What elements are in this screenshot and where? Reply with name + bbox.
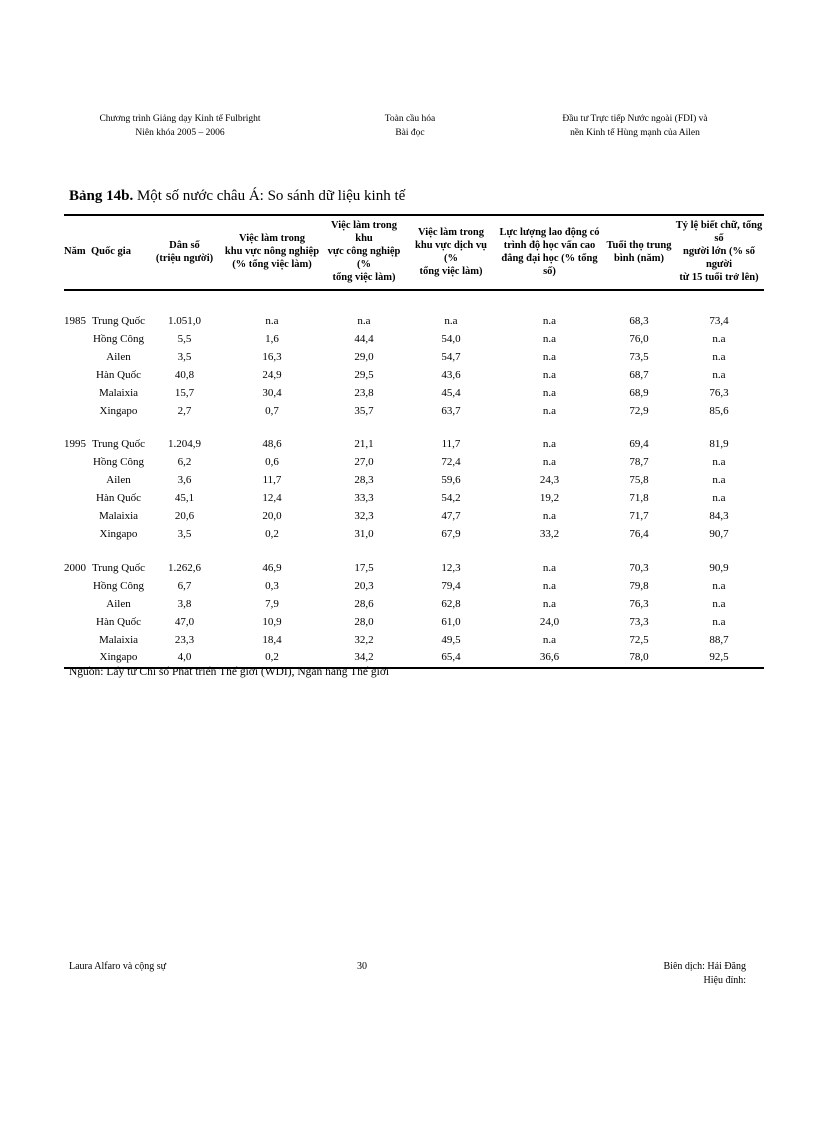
header-middle — [355, 112, 465, 140]
data-table — [64, 214, 764, 669]
literacy-cell: 76,3 — [709, 386, 729, 399]
country-cell: Xingapo — [91, 649, 146, 668]
educated-labor-cell: 36,6 — [495, 649, 604, 668]
population-cell: 1.051,0 — [168, 315, 201, 327]
educated-labor-cell: n.a — [542, 633, 557, 646]
population-cell: 45,1 — [174, 492, 195, 505]
country-cell: Malaixia — [98, 633, 139, 646]
col-year: Năm — [64, 215, 91, 290]
country-cell: Malaixia — [98, 510, 139, 523]
col-educated-labor: Lực lượng lao động có trình độ học vấn cao đẳng đại học (% tổng số) — [495, 215, 604, 290]
literacy-cell: 84,3 — [709, 510, 729, 523]
literacy-cell: 90,9 — [709, 561, 729, 574]
educated-labor-cell: n.a — [542, 386, 557, 399]
year-cell: 1985 — [64, 315, 86, 327]
country-cell: Trung Quốc — [91, 438, 146, 451]
educated-labor-cell: 24,0 — [539, 615, 560, 628]
year-cell — [64, 490, 91, 508]
header-topic: Toàn cầu hóa — [384, 114, 436, 124]
agriculture-cell: 20,0 — [262, 510, 282, 523]
table-row — [64, 385, 764, 403]
population-cell: 1.262,6 — [168, 561, 201, 574]
year-cell — [64, 526, 91, 544]
header-program: Chương trình Giảng dạy Kinh tế Fulbright — [99, 114, 261, 124]
population-cell: 20,6 — [174, 510, 195, 523]
services-cell: 12,3 — [441, 561, 461, 574]
services-cell: 67,9 — [441, 527, 461, 540]
col-country: Quốc gia — [91, 215, 146, 290]
literacy-cell: 85,6 — [709, 404, 729, 417]
population-cell: 3,6 — [177, 474, 192, 487]
agriculture-cell: 7,9 — [265, 597, 279, 610]
country-cell: Hàn Quốc — [96, 368, 141, 381]
educated-labor-cell: n.a — [542, 456, 557, 469]
population-cell: 3,5 — [177, 527, 192, 540]
population-cell: 3,8 — [177, 597, 192, 610]
year-cell: 1995 — [64, 438, 86, 451]
literacy-cell: 81,9 — [709, 438, 729, 451]
header-year: Niên khóa 2005 – 2006 — [135, 128, 225, 138]
table-row — [64, 472, 764, 490]
agriculture-cell: 30,4 — [262, 386, 282, 399]
col-agriculture: Việc làm trong khu vực nông nghiệp (% tổng việc làm) — [223, 215, 321, 290]
footer-editor: Hiệu đính: — [703, 975, 746, 986]
industry-cell: 28,0 — [354, 615, 374, 628]
industry-cell: 31,0 — [354, 527, 374, 540]
agriculture-cell: 0,2 — [265, 527, 279, 540]
services-cell: 54,0 — [441, 332, 461, 345]
table-row — [64, 614, 764, 632]
industry-cell: 20,3 — [354, 579, 374, 592]
life-expectancy-cell: 75,8 — [629, 474, 649, 487]
country-cell: Ailen — [106, 597, 131, 610]
year-cell — [64, 578, 91, 596]
year-cell — [64, 614, 91, 632]
agriculture-cell: 1,6 — [265, 332, 279, 345]
population-cell: 6,7 — [177, 579, 192, 592]
educated-labor-cell: 24,3 — [539, 474, 560, 487]
col-life-expectancy: Tuổi thọ trung bình (năm) — [604, 215, 674, 290]
col-literacy: Tỷ lệ biết chữ, tổng số người lớn (% số người từ 15 tuổi trở lên) — [674, 215, 764, 290]
life-expectancy-cell: 73,5 — [629, 350, 649, 363]
life-expectancy-cell: 78,0 — [604, 649, 674, 668]
literacy-cell: n.a — [712, 492, 726, 505]
life-expectancy-cell: 73,3 — [629, 615, 649, 628]
life-expectancy-cell: 76,4 — [629, 527, 649, 540]
literacy-cell: n.a — [712, 456, 726, 469]
year-cell: 2000 — [64, 561, 86, 574]
life-expectancy-cell: 69,4 — [629, 438, 649, 451]
country-cell: Trung Quốc — [91, 315, 146, 327]
table-title-label: Bảng 14b. — [69, 188, 134, 204]
life-expectancy-cell: 72,5 — [629, 633, 649, 646]
services-cell: 72,4 — [441, 456, 461, 469]
life-expectancy-cell: 70,3 — [629, 561, 649, 574]
industry-cell: 29,5 — [354, 368, 374, 381]
educated-labor-cell: n.a — [542, 350, 557, 363]
header-left — [80, 112, 280, 140]
country-cell: Hồng Công — [92, 456, 145, 469]
country-cell: Ailen — [106, 474, 131, 487]
source-note: Nguồn: Lấy từ Chỉ số Phát triển Thế giới (WDI), Ngân hàng Thế giới — [69, 666, 390, 678]
agriculture-cell: 0,3 — [265, 579, 279, 592]
country-cell: Xingapo — [99, 527, 138, 540]
life-expectancy-cell: 76,3 — [629, 597, 649, 610]
table-row — [64, 313, 764, 331]
educated-labor-cell: n.a — [542, 404, 557, 417]
services-cell: 65,4 — [407, 649, 495, 668]
group-spacer — [64, 544, 764, 560]
life-expectancy-cell: 72,9 — [629, 404, 649, 417]
year-cell — [64, 508, 91, 526]
industry-cell: 17,5 — [354, 561, 374, 574]
table-body — [64, 290, 764, 668]
industry-cell: 27,0 — [354, 456, 374, 469]
industry-cell: n.a — [357, 315, 371, 327]
footer-translator: Biên dịch: Hải Đăng — [663, 961, 746, 972]
literacy-cell: n.a — [712, 332, 726, 345]
agriculture-cell: 0,6 — [265, 456, 279, 469]
educated-labor-cell: n.a — [542, 332, 557, 345]
services-cell: 59,6 — [441, 474, 461, 487]
life-expectancy-cell: 71,8 — [629, 492, 649, 505]
table-row — [64, 526, 764, 544]
life-expectancy-cell: 68,9 — [629, 386, 649, 399]
life-expectancy-cell: 78,7 — [629, 456, 649, 469]
country-cell: Hàn Quốc — [96, 492, 141, 505]
footer-author: Laura Alfaro và cộng sự — [69, 961, 167, 972]
population-cell: 6,2 — [177, 456, 192, 469]
educated-labor-cell: 33,2 — [539, 527, 560, 540]
agriculture-cell: 24,9 — [262, 368, 282, 381]
literacy-cell: 73,4 — [709, 315, 729, 327]
educated-labor-cell: 19,2 — [539, 492, 560, 505]
country-cell: Hồng Công — [92, 332, 145, 345]
services-cell: 49,5 — [441, 633, 461, 646]
header-title-2: nền Kinh tế Hùng mạnh của Ailen — [570, 128, 700, 138]
header-row — [64, 215, 764, 290]
table-title — [69, 188, 405, 205]
industry-cell: 32,3 — [354, 510, 374, 523]
population-cell: 5,5 — [177, 332, 192, 345]
services-cell: 47,7 — [441, 510, 461, 523]
services-cell: 62,8 — [441, 597, 461, 610]
life-expectancy-cell: 68,3 — [629, 315, 649, 327]
literacy-cell: n.a — [712, 368, 726, 381]
agriculture-cell: 0,7 — [265, 404, 279, 417]
year-cell — [64, 367, 91, 385]
life-expectancy-cell: 79,8 — [629, 579, 649, 592]
country-cell: Hồng Công — [92, 579, 145, 592]
life-expectancy-cell: 76,0 — [629, 332, 649, 345]
table-row — [64, 436, 764, 454]
footer-credits — [640, 960, 746, 988]
population-cell: 47,0 — [174, 615, 195, 628]
year-cell — [64, 632, 91, 650]
literacy-cell: 90,7 — [709, 527, 729, 540]
population-cell: 23,3 — [174, 633, 195, 646]
industry-cell: 44,4 — [354, 332, 374, 345]
group-spacer — [64, 420, 764, 436]
header-type: Bài đọc — [395, 128, 425, 138]
industry-cell: 35,7 — [354, 404, 374, 417]
year-cell — [64, 349, 91, 367]
agriculture-cell: 11,7 — [262, 474, 282, 487]
page-number: 30 — [357, 961, 367, 972]
educated-labor-cell: n.a — [542, 368, 557, 381]
educated-labor-cell: n.a — [542, 438, 557, 451]
population-cell: 4,0 — [146, 649, 223, 668]
year-cell — [64, 331, 91, 349]
agriculture-cell: 18,4 — [262, 633, 282, 646]
services-cell: 43,6 — [441, 368, 461, 381]
population-cell: 2,7 — [177, 404, 192, 417]
table-row — [64, 578, 764, 596]
year-cell — [64, 454, 91, 472]
table-row — [64, 349, 764, 367]
literacy-cell: 88,7 — [709, 633, 729, 646]
agriculture-cell: 46,9 — [262, 561, 282, 574]
life-expectancy-cell: 68,7 — [629, 368, 649, 381]
country-cell: Hàn Quốc — [96, 615, 141, 628]
table-row — [64, 560, 764, 578]
table-title-text: Một số nước châu Á: So sánh dữ liệu kinh tế — [133, 188, 406, 204]
year-cell — [64, 596, 91, 614]
table-row — [64, 331, 764, 349]
country-cell: Ailen — [106, 350, 131, 363]
educated-labor-cell: n.a — [542, 510, 557, 523]
agriculture-cell: 10,9 — [262, 615, 282, 628]
educated-labor-cell: n.a — [542, 597, 557, 610]
services-cell: n.a — [444, 315, 458, 327]
industry-cell: 28,3 — [354, 474, 374, 487]
educated-labor-cell: n.a — [542, 561, 557, 574]
year-cell — [64, 385, 91, 403]
industry-cell: 29,0 — [354, 350, 374, 363]
country-cell: Trung Quốc — [91, 561, 146, 574]
year-cell — [64, 472, 91, 490]
country-cell: Xingapo — [99, 404, 138, 417]
population-cell: 1.204,9 — [168, 438, 201, 451]
agriculture-cell: 48,6 — [262, 438, 282, 451]
literacy-cell: n.a — [712, 597, 726, 610]
services-cell: 11,7 — [441, 438, 461, 451]
country-cell: Malaixia — [98, 386, 139, 399]
literacy-cell: n.a — [712, 350, 726, 363]
table-row — [64, 632, 764, 650]
industry-cell: 32,2 — [354, 633, 374, 646]
literacy-cell: n.a — [712, 615, 726, 628]
literacy-cell: n.a — [712, 474, 726, 487]
literacy-cell: 92,5 — [674, 649, 764, 668]
table-row — [64, 596, 764, 614]
agriculture-cell: 12,4 — [262, 492, 282, 505]
col-services: Việc làm trong khu vực dịch vụ (% tổng việc làm) — [407, 215, 495, 290]
educated-labor-cell: n.a — [542, 315, 557, 327]
services-cell: 45,4 — [441, 386, 461, 399]
group-spacer — [64, 290, 764, 313]
industry-cell: 21,1 — [354, 438, 374, 451]
educated-labor-cell: n.a — [542, 579, 557, 592]
table-row — [64, 403, 764, 421]
industry-cell: 28,6 — [354, 597, 374, 610]
header-right — [545, 112, 725, 140]
services-cell: 54,2 — [441, 492, 461, 505]
life-expectancy-cell: 71,7 — [629, 510, 649, 523]
table-row — [64, 367, 764, 385]
literacy-cell: n.a — [712, 579, 726, 592]
agriculture-cell: n.a — [265, 315, 279, 327]
table-row — [64, 490, 764, 508]
col-industry: Việc làm trong khu vực công nghiệp (% tổng việc làm) — [321, 215, 407, 290]
table-row — [64, 454, 764, 472]
services-cell: 54,7 — [441, 350, 461, 363]
table-row — [64, 508, 764, 526]
services-cell: 79,4 — [441, 579, 461, 592]
services-cell: 63,7 — [441, 404, 461, 417]
year-cell — [64, 403, 91, 421]
industry-cell: 33,3 — [354, 492, 374, 505]
population-cell: 40,8 — [174, 368, 195, 381]
industry-cell: 34,2 — [321, 649, 407, 668]
header-title-1: Đầu tư Trực tiếp Nước ngoài (FDI) và — [562, 114, 708, 124]
population-cell: 3,5 — [177, 350, 192, 363]
agriculture-cell: 0,2 — [223, 649, 321, 668]
col-population: Dân số (triệu người) — [146, 215, 223, 290]
population-cell: 15,7 — [174, 386, 195, 399]
services-cell: 61,0 — [441, 615, 461, 628]
industry-cell: 23,8 — [354, 386, 374, 399]
agriculture-cell: 16,3 — [262, 350, 282, 363]
